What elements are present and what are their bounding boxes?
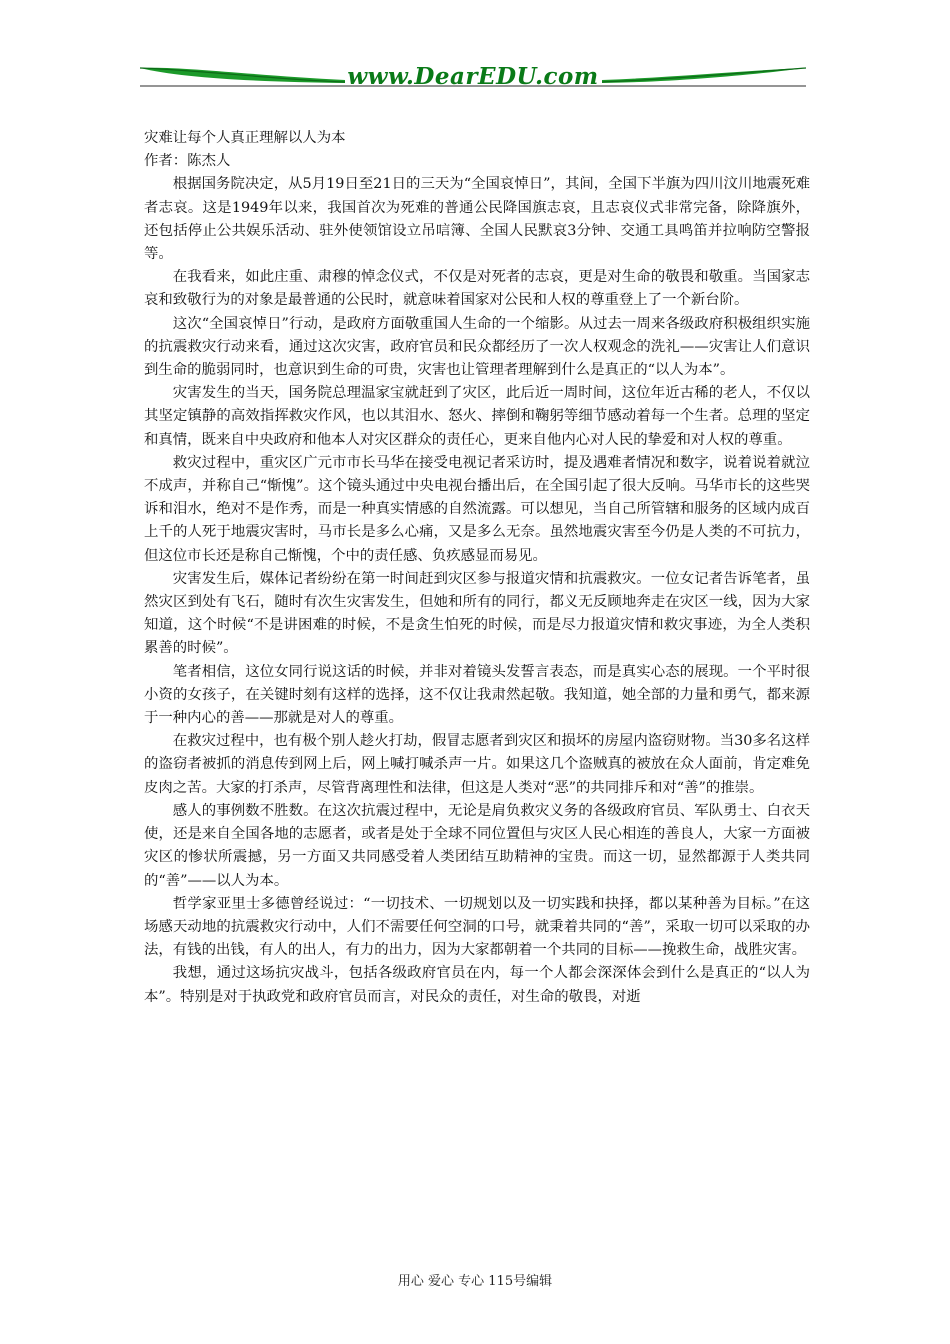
article-author: 作者：陈杰人 [144,153,231,170]
paragraph: 救灾过程中，重灾区广元市市长马华在接受电视记者采访时，提及遇难者情况和数字，说着说着就泣不成声，并称自己“惭愧”。这个镜头通过中央电视台播出后，在全国引起了很大反响。马华市长的这些哭诉和泪水，绝对不是作秀，而是一种真实情感的自然流露。可以想见，当自己所管辖和服务的区域内成百上千的人死于地震灾害时，马市长是多么心痛，又是多么无奈。虽然地震灾害至今仍是人类的不可抗力，但这位市长还是称自己惭愧，个中的责任感、负疚感显而易见。 [144,454,810,564]
page-footer: 用心 爱心 专心 115号编辑 [397,1274,553,1289]
paragraph: 哲学家亚里士多德曾经说过：“一切技术、一切规划以及一切实践和抉择，都以某种善为目标。”在这场感天动地的抗震救灾行动中，人们不需要任何空洞的口号，就秉着共同的“善”，采取一切可以采取的办法，有钱的出钱，有人的出人，有力的出力，因为大家都朝着一个共同的目标——挽救生命，战胜灾害。 [144,895,810,959]
article-body [144,127,810,1009]
paragraph: 灾害发生后，媒体记者纷纷在第一时间赶到灾区参与报道灾情和抗震救灾。一位女记者告诉笔者，虽然灾区到处有飞石，随时有次生灾害发生，但她和所有的同行，都义无反顾地奔走在灾区一线，因为大家知道，这个时候“不是讲困难的时候，不是贪生怕死的时候，而是尽力报道灾情和救灾事迹，为全人类积累善的时候”。 [144,570,810,657]
paragraph: 在救灾过程中，也有极个别人趁火打劫，假冒志愿者到灾区和损坏的房屋内盗窃财物。当30多名这样的盗窃者被抓的消息传到网上后，网上喊打喊杀声一片。如果这几个盗贼真的被放在众人面前，肯定难免皮肉之苦。大家的打杀声，尽管背离理性和法律，但这是人类对“恶”的共同排斥和对“善”的推崇。 [144,733,810,796]
paragraph: 这次“全国哀悼日”行动，是政府方面敬重国人生命的一个缩影。从过去一周来各级政府积极组织实施的抗震救灾行动来看，通过这次灾害，政府官员和民众都经历了一次人权观念的洗礼——灾害让人们意识到生命的脆弱同时，也意识到生命的可贵，灾害也让管理者理解到什么是真正的“以人为本”。 [144,315,810,379]
paragraph: 笔者相信，这位女同行说这话的时候，并非对着镜头发誓言表态，而是真实心态的展现。一个平时很小资的女孩子，在关键时刻有这样的选择，这不仅让我肃然起敬。我知道，她全部的力量和勇气，都来源于一种内心的善——那就是对人的尊重。 [144,663,810,727]
paragraph: 根据国务院决定，从5月19日至21日的三天为“全国哀悼日”，其间，全国下半旗为四川汶川地震死难者志哀。这是1949年以来，我国首次为死难的普通公民降国旗志哀，且志哀仪式非常完备，除降旗外，还包括停止公共娱乐活动、驻外使领馆设立吊唁簿、全国人民默哀3分钟、交通工具鸣笛并拉响防空警报等。 [144,176,810,263]
paragraph: 灾害发生的当天，国务院总理温家宝就赶到了灾区，此后近一周时间，这位年近古稀的老人，不仅以其坚定镇静的高效指挥救灾作风，也以其泪水、怒火、摔倒和鞠躬等细节感动着每一个生者。总理的坚定和真情，既来自中央政府和他本人对灾区群众的责任心，更来自他内心对人民的挚爱和对人权的尊重。 [144,385,810,448]
paragraph: 感人的事例数不胜数。在这次抗震过程中，无论是肩负救灾义务的各级政府官员、军队勇士、白衣天使，还是来自全国各地的志愿者，或者是处于全球不同位置但与灾区人民心相连的善良人，大家一方面被灾区的惨状所震撼，另一方面又共同感受着人类团结互助精神的宝贵。而这一切，显然都源于人类共同的“善”——以人为本。 [144,802,810,889]
article-title: 灾难让每个人真正理解以人为本 [144,130,346,146]
paragraph: 我想，通过这场抗灾战斗，包括各级政府官员在内，每一个人都会深深体会到什么是真正的“以人为本”。特别是对于执政党和政府官员而言，对民众的责任，对生命的敬畏，对逝 [144,965,810,1005]
site-name-logo-text: www.DearEDU.com [347,63,599,90]
site-header [140,58,806,98]
paragraph: 在我看来，如此庄重、肃穆的悼念仪式，不仅是对死者的志哀，更是对生命的敬畏和敬重。当国家志哀和致敬行为的对象是最普通的公民时，就意味着国家对公民和人权的尊重登上了一个新台阶。 [144,269,810,309]
